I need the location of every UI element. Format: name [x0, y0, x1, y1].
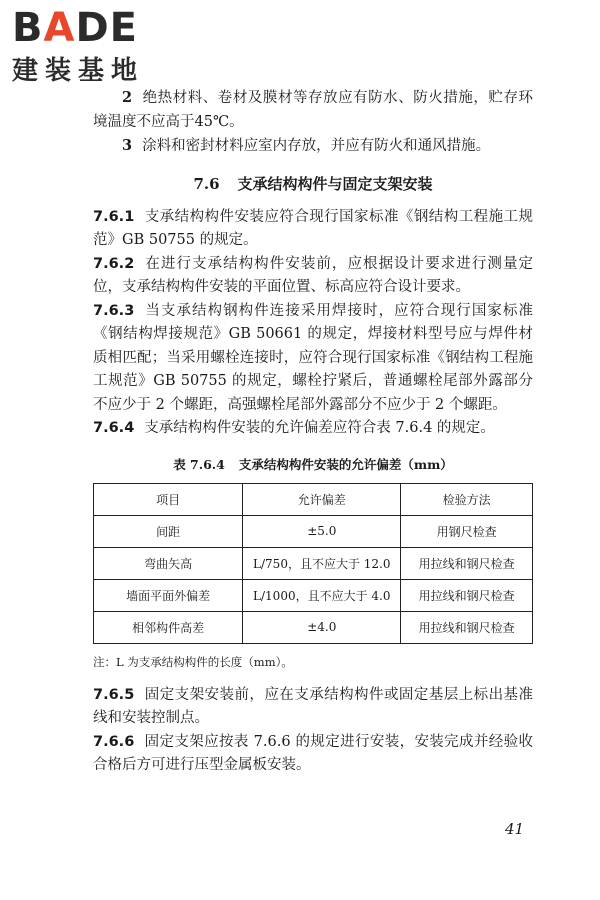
table-note: 注：L 为支承结构构件的长度（mm）。	[93, 654, 293, 669]
table-header: 允许偏差	[243, 483, 401, 515]
list-item: 2 绝热材料、卷材及膜材等存放应有防水、防火措施，贮存环境温度不应高于45℃。	[93, 89, 533, 130]
tolerance-table	[93, 483, 533, 644]
table-header: 项目	[94, 483, 243, 515]
table-title: 表 7.6.4 支承结构构件安装的允许偏差（mm）	[173, 456, 453, 472]
table-cell: 用拉线和钢尺检查	[401, 547, 533, 579]
table-cell: 相邻构件高差	[94, 611, 243, 643]
bade-logo	[12, 6, 172, 90]
table-cell: 用拉线和钢尺检查	[401, 611, 533, 643]
table-cell: 用拉线和钢尺检查	[401, 579, 533, 611]
clause: 7.6.5 固定支架安装前，应在支承结构构件或固定基层上标出基准线和安装控制点。	[93, 686, 533, 726]
table-row	[94, 579, 533, 611]
table-cell: 弯曲矢高	[94, 547, 243, 579]
table-cell: 间距	[94, 515, 243, 547]
list-item: 3 涂料和密封材料应室内存放，并应有防火和通风措施。	[122, 137, 491, 154]
table-cell: L/750，且不应大于 12.0	[243, 547, 401, 579]
clause: 7.6.4 支承结构构件安装的允许偏差应符合表 7.6.4 的规定。	[93, 420, 495, 436]
table-row	[94, 515, 533, 547]
section-title: 7.6 支承结构构件与固定支架安装	[193, 174, 433, 193]
logo-wordmark: BADE	[12, 5, 138, 51]
clause: 7.6.3 当支承结构钢构件连接采用焊接时，应符合现行国家标准《钢结构焊接规范》GB 50661 的规定，焊接材料型号应与焊件材质相匹配；当采用螺栓连接时，应符合现行国家标准《钢结构工程施工规范》GB 50755 的规定，螺栓拧紧后，普通螺栓尾部外露部分不应少于 2 个螺距，高强螺栓尾部外露部分不应少于 2 个螺距。	[93, 302, 533, 413]
clause: 7.6.1 支承结构构件安装应符合现行国家标准《钢结构工程施工规范》GB 50755 的规定。	[93, 208, 533, 248]
page-number: 41	[505, 820, 525, 838]
logo-subtitle: 建装基地	[12, 56, 145, 86]
page-content	[93, 86, 533, 778]
table-cell: L/1000，且不应大于 4.0	[243, 579, 401, 611]
table-cell: ±5.0	[243, 515, 401, 547]
table-row	[94, 547, 533, 579]
table-cell: ±4.0	[243, 611, 401, 643]
table-header: 检验方法	[401, 483, 533, 515]
table-cell: 用钢尺检查	[401, 515, 533, 547]
clause: 7.6.2 在进行支承结构构件安装前，应根据设计要求进行测量定位，支承结构构件安装的平面位置、标高应符合设计要求。	[93, 255, 533, 295]
table-row	[94, 611, 533, 643]
table-header-row	[94, 483, 533, 515]
clause: 7.6.6 固定支架应按表 7.6.6 的规定进行安装，安装完成并经验收合格后方可进行压型金属板安装。	[93, 733, 533, 773]
table-cell: 墙面平面外偏差	[94, 579, 243, 611]
